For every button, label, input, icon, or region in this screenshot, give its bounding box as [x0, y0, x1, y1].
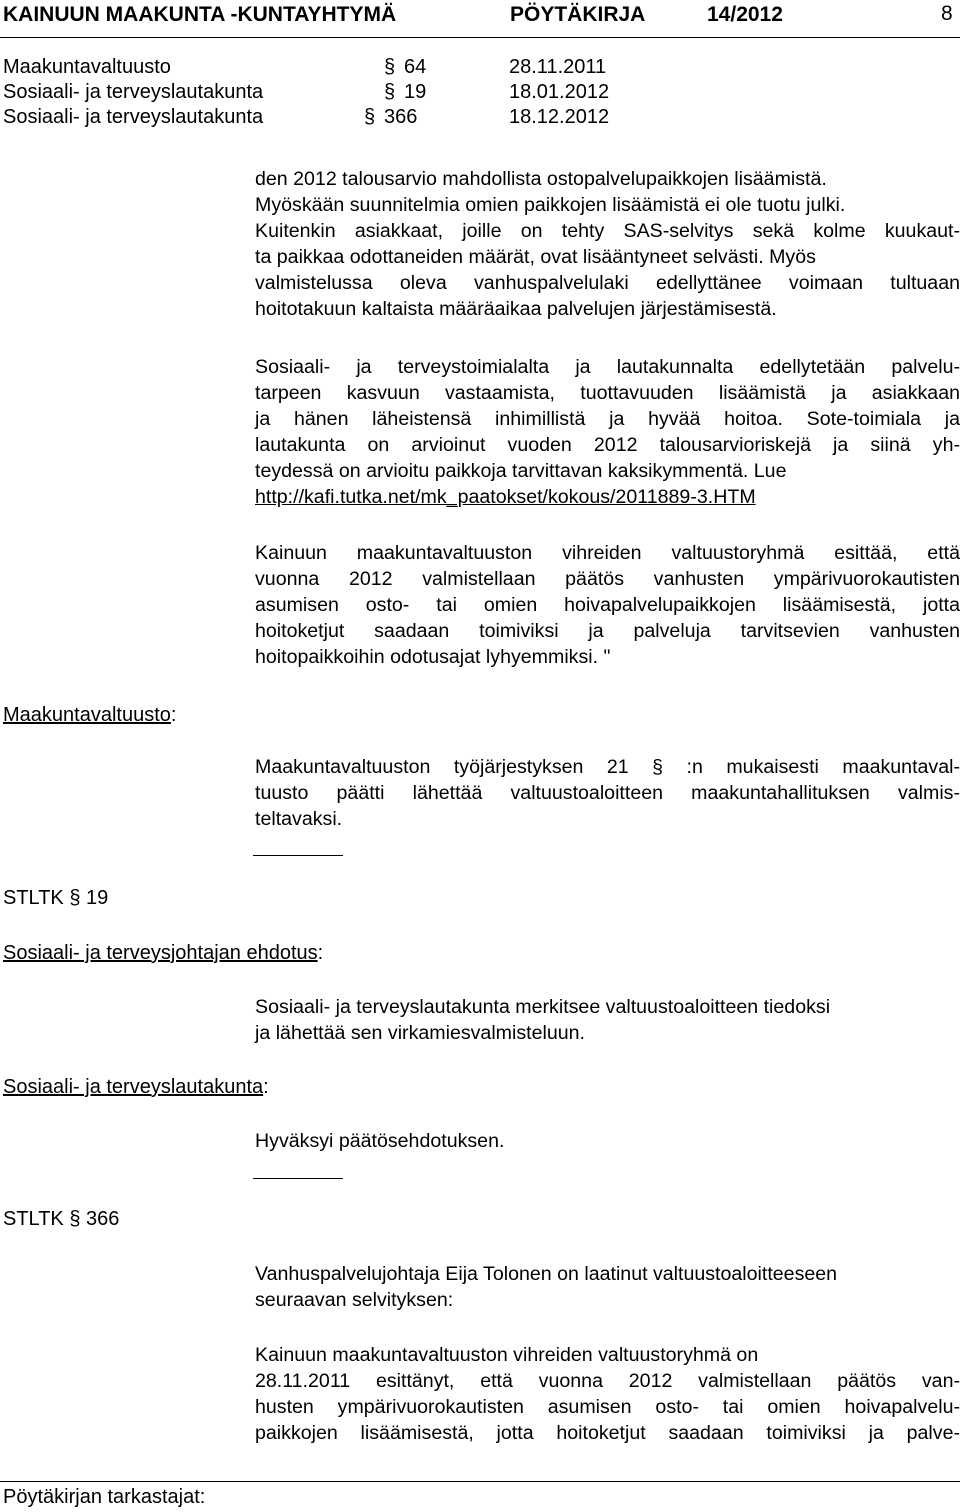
label-colon: :: [317, 942, 324, 964]
text-line: ja hänen läheistensä inhimillistä ja hyvää hoitoa. Sote-toimiala ja: [255, 408, 960, 430]
text-line: hoitopaikkoihin odotusajat lyhyemmiksi. ": [255, 646, 611, 668]
reference-number: 366: [384, 106, 418, 128]
reference-date: 28.11.2011: [509, 56, 607, 78]
label-text: Sosiaali- ja terveysjohtajan ehdotus: [3, 942, 318, 964]
text-line: Sosiaali- ja terveystoimialalta ja lautakunnalta edellytetään palvelu-: [255, 356, 960, 378]
section-end-rule: [253, 1178, 343, 1179]
organization-name: KAINUUN MAAKUNTA -KUNTAYHTYMÄ: [3, 3, 397, 26]
paragraph-3: [255, 540, 960, 670]
text-line: Sosiaali- ja terveyslautakunta merkitsee valtuustoaloitteen tiedoksi: [255, 996, 831, 1018]
document-type: PÖYTÄKIRJA: [510, 3, 646, 26]
label-text: Sosiaali- ja terveyslautakunta: [3, 1076, 264, 1098]
reference-body: Maakuntavaltuusto: [3, 56, 171, 78]
text-line: ta paikkaa odottaneiden määrät, ovat lisääntyneet selvästi. Myös: [255, 246, 816, 268]
text-line: teltavaksi.: [255, 808, 343, 830]
reference-date: 18.01.2012: [509, 81, 610, 103]
paragraph-4: [255, 754, 960, 832]
text-line: seuraavan selvityksen:: [255, 1289, 454, 1311]
text-line: teydessä on arvioitu paikkoja tarvittavan kaksikymmentä. Lue: [255, 460, 787, 482]
label-text: STLTK: [3, 887, 64, 909]
paragraph-7: [255, 1261, 960, 1313]
header-divider: [0, 37, 960, 38]
reference-date: 18.12.2012: [509, 106, 610, 128]
text-line: tarpeen kasvuun vastaamista, tuottavuuden lisäämistä ja asiakkaan: [255, 382, 960, 404]
section-label-maakuntavaltuusto: [3, 704, 176, 727]
footer-divider: [0, 1481, 960, 1482]
text-line: Kainuun maakuntavaltuuston vihreiden valtuustoryhmä esittää, että: [255, 542, 960, 564]
reference-number: 19: [404, 81, 427, 103]
text-line: paikkojen lisäämisestä, jotta hoitoketjut saadaan toimiviksi ja palve-: [255, 1422, 960, 1444]
reference-body: Sosiaali- ja terveyslautakunta: [3, 81, 264, 103]
reference-body: Sosiaali- ja terveyslautakunta: [3, 106, 264, 128]
label-text: STLTK: [3, 1208, 64, 1230]
section-sign: §: [364, 106, 376, 128]
text-line: den 2012 talousarvio mahdollista ostopalvelupaikkojen lisäämistä.: [255, 168, 827, 190]
text-line: Hyväksyi päätösehdotuksen.: [255, 1130, 505, 1152]
text-line: tuusto päätti lähettää valtuustoaloitteen maakuntahallituksen valmis-: [255, 782, 960, 804]
text-line: ja lähettää sen virkamiesvalmisteluun.: [255, 1022, 585, 1044]
document-link[interactable]: http://kafi.tutka.net/mk_paatokset/kokous/2011889-3.HTM: [255, 486, 756, 508]
section-label-stltk-366: [3, 1208, 119, 1231]
text-line: Kuitenkin asiakkaat, joille on tehty SAS-selvitys sekä kolme kuukaut-: [255, 220, 960, 242]
section-sign: §: [384, 81, 396, 103]
reference-number: 64: [404, 56, 427, 78]
section-sign: §: [69, 1208, 81, 1230]
section-label-johtajan-ehdotus: [3, 942, 323, 965]
label-colon: :: [170, 704, 177, 726]
text-line: valmistelussa oleva vanhuspalvelulaki edellyttänee voimaan tultuaan: [255, 272, 960, 294]
section-sign: §: [69, 887, 81, 909]
paragraph-1: [255, 166, 960, 322]
paragraph-5: [255, 994, 960, 1046]
text-line: Maakuntavaltuuston työjärjestyksen 21 § :n mukaisesti maakuntaval-: [255, 756, 960, 778]
label-colon: :: [263, 1076, 269, 1098]
text-line: hoitoketjut saadaan toimiviksi ja palveluja tarvitsevien vanhusten: [255, 620, 960, 642]
text-line: husten ympärivuorokautisten asumisen osto- tai omien hoivapalvelu-: [255, 1396, 960, 1418]
text-line: Kainuun maakuntavaltuuston vihreiden valtuustoryhmä on: [255, 1344, 759, 1366]
label-number: 366: [86, 1208, 120, 1230]
section-label-stltk-19: [3, 887, 108, 910]
text-line: Myöskään suunnitelmia omien paikkojen lisäämistä ei ole tuotu julki.: [255, 194, 846, 216]
document-number: 14/2012: [707, 3, 783, 26]
paragraph-8: [255, 1342, 960, 1446]
text-line: 28.11.2011 esittänyt, että vuonna 2012 valmistellaan päätös van-: [255, 1370, 960, 1392]
section-end-rule: [253, 855, 343, 856]
text-line: Vanhuspalvelujohtaja Eija Tolonen on laatinut valtuustoaloitteeseen: [255, 1263, 838, 1285]
text-line: lautakunta on arvioinut vuoden 2012 talousarvioriskejä ja siinä yh-: [255, 434, 960, 456]
footer-label: Pöytäkirjan tarkastajat:: [3, 1486, 206, 1508]
paragraph-6: [255, 1128, 960, 1154]
text-line: asumisen osto- tai omien hoivapalvelupaikkojen lisäämisestä, jotta: [255, 594, 960, 616]
label-text: Maakuntavaltuusto: [3, 704, 171, 726]
section-label-lautakunta: [3, 1076, 269, 1099]
text-line: vuonna 2012 valmistellaan päätös vanhusten ympärivuorokautisten: [255, 568, 960, 590]
text-line: hoitotakuun kaltaista määräaikaa palvelujen järjestämisestä.: [255, 298, 777, 320]
label-number: 19: [86, 887, 109, 909]
paragraph-2: [255, 354, 960, 510]
section-sign: §: [384, 56, 396, 78]
page-number: 8: [941, 2, 953, 25]
